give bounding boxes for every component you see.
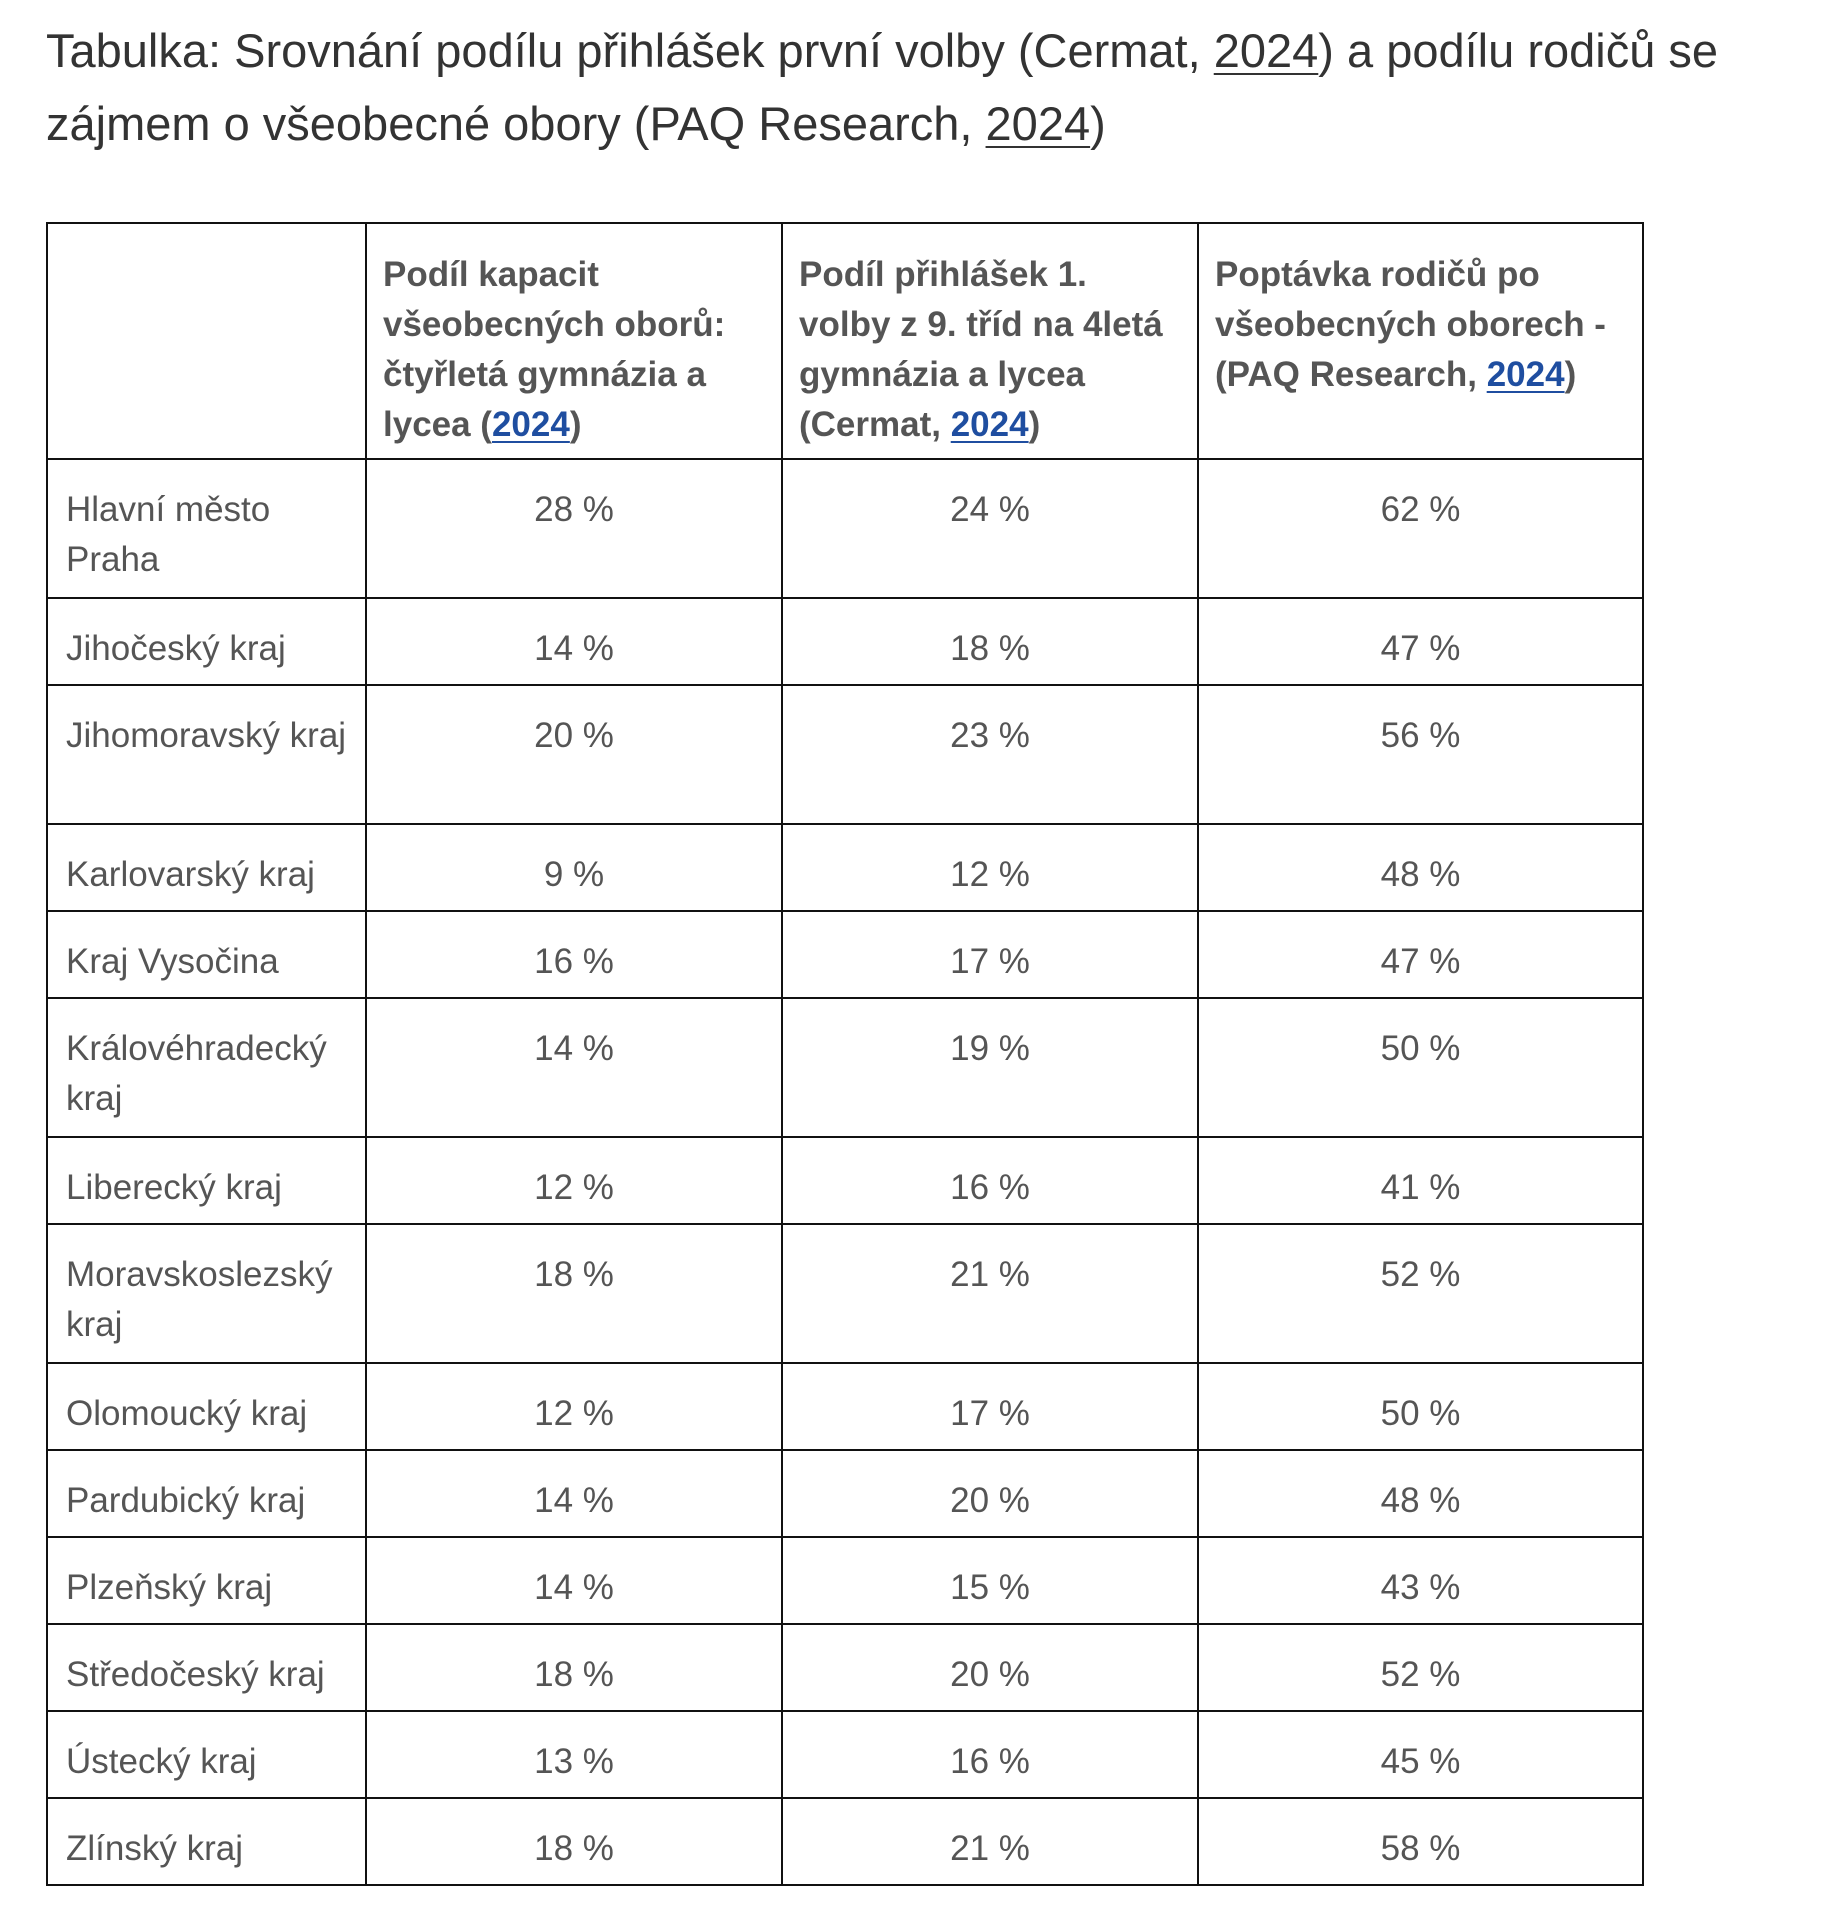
region-cell: Karlovarský kraj bbox=[47, 824, 366, 911]
capacity-cell: 18 % bbox=[366, 1798, 782, 1885]
applications-cell: 21 % bbox=[782, 1798, 1198, 1885]
capacity-cell: 14 % bbox=[366, 1537, 782, 1624]
header-applications-text: Podíl přihlášek 1. volby z 9. tříd na 4letá gymnázia a lycea (Cermat, bbox=[799, 255, 1163, 444]
applications-cell: 16 % bbox=[782, 1137, 1198, 1224]
table-row bbox=[47, 1363, 1643, 1450]
table-row bbox=[47, 1537, 1643, 1624]
caption-link-cermat-2024[interactable]: 2024 bbox=[1213, 24, 1319, 77]
region-cell: Liberecký kraj bbox=[47, 1137, 366, 1224]
region-cell: Kraj Vysočina bbox=[47, 911, 366, 998]
applications-cell: 21 % bbox=[782, 1224, 1198, 1363]
applications-cell: 20 % bbox=[782, 1624, 1198, 1711]
header-capacity bbox=[366, 223, 782, 459]
capacity-cell: 18 % bbox=[366, 1224, 782, 1363]
table-row bbox=[47, 685, 1643, 824]
capacity-cell: 28 % bbox=[366, 459, 782, 598]
applications-cell: 12 % bbox=[782, 824, 1198, 911]
table-row bbox=[47, 1137, 1643, 1224]
region-cell: Pardubický kraj bbox=[47, 1450, 366, 1537]
applications-cell: 19 % bbox=[782, 998, 1198, 1137]
demand-cell: 56 % bbox=[1198, 685, 1643, 824]
capacity-cell: 20 % bbox=[366, 685, 782, 824]
applications-cell: 17 % bbox=[782, 911, 1198, 998]
applications-cell: 23 % bbox=[782, 685, 1198, 824]
table-row bbox=[47, 459, 1643, 598]
capacity-cell: 14 % bbox=[366, 998, 782, 1137]
demand-cell: 47 % bbox=[1198, 911, 1643, 998]
header-applications bbox=[782, 223, 1198, 459]
demand-cell: 52 % bbox=[1198, 1624, 1643, 1711]
capacity-cell: 13 % bbox=[366, 1711, 782, 1798]
applications-cell: 15 % bbox=[782, 1537, 1198, 1624]
demand-cell: 47 % bbox=[1198, 598, 1643, 685]
table-row bbox=[47, 998, 1643, 1137]
capacity-cell: 14 % bbox=[366, 598, 782, 685]
article-content bbox=[46, 14, 1826, 1868]
table-header-row bbox=[47, 223, 1643, 459]
applications-cell: 17 % bbox=[782, 1363, 1198, 1450]
table-row bbox=[47, 1798, 1643, 1885]
capacity-cell: 16 % bbox=[366, 911, 782, 998]
applications-cell: 18 % bbox=[782, 598, 1198, 685]
header-capacity-text-end: ) bbox=[569, 405, 582, 444]
region-cell: Hlavní město Praha bbox=[47, 459, 366, 598]
table-row bbox=[47, 824, 1643, 911]
applications-cell: 24 % bbox=[782, 459, 1198, 598]
demand-cell: 50 % bbox=[1198, 998, 1643, 1137]
demand-cell: 41 % bbox=[1198, 1137, 1643, 1224]
demand-cell: 48 % bbox=[1198, 1450, 1643, 1537]
table-body bbox=[47, 459, 1643, 1885]
region-cell: Jihomoravský kraj bbox=[47, 685, 366, 824]
applications-cell: 20 % bbox=[782, 1450, 1198, 1537]
table-caption bbox=[46, 14, 1826, 160]
capacity-cell: 18 % bbox=[366, 1624, 782, 1711]
region-cell: Jihočeský kraj bbox=[47, 598, 366, 685]
caption-link-paq-2024[interactable]: 2024 bbox=[985, 97, 1091, 150]
table-row bbox=[47, 1624, 1643, 1711]
header-demand-text: Poptávka rodičů po všeobecných oborech - (PAQ Research, bbox=[1215, 255, 1606, 394]
caption-text: Tabulka: Srovnání podílu přihlášek první volby (Cermat, bbox=[46, 24, 1214, 77]
header-demand-text-end: ) bbox=[1564, 355, 1577, 394]
comparison-table bbox=[46, 222, 1644, 1886]
region-cell: Středočeský kraj bbox=[47, 1624, 366, 1711]
header-applications-text-end: ) bbox=[1028, 405, 1041, 444]
demand-cell: 50 % bbox=[1198, 1363, 1643, 1450]
capacity-cell: 12 % bbox=[366, 1363, 782, 1450]
region-cell: Moravskoslezský kraj bbox=[47, 1224, 366, 1363]
table-row bbox=[47, 1224, 1643, 1363]
table-row bbox=[47, 1711, 1643, 1798]
header-capacity-text: Podíl kapacit všeobecných oborů: čtyřletá gymnázia a lycea ( bbox=[383, 255, 726, 444]
capacity-cell: 14 % bbox=[366, 1450, 782, 1537]
demand-cell: 58 % bbox=[1198, 1798, 1643, 1885]
demand-cell: 45 % bbox=[1198, 1711, 1643, 1798]
region-cell: Královéhradecký kraj bbox=[47, 998, 366, 1137]
region-cell: Zlínský kraj bbox=[47, 1798, 366, 1885]
demand-cell: 43 % bbox=[1198, 1537, 1643, 1624]
demand-cell: 48 % bbox=[1198, 824, 1643, 911]
caption-text: ) a podílu rodičů se zájmem o všeobecné obory (PAQ Research, bbox=[46, 24, 1719, 150]
header-demand bbox=[1198, 223, 1643, 459]
region-cell: Olomoucký kraj bbox=[47, 1363, 366, 1450]
table-row bbox=[47, 911, 1643, 998]
capacity-cell: 12 % bbox=[366, 1137, 782, 1224]
table-row bbox=[47, 1450, 1643, 1537]
applications-cell: 16 % bbox=[782, 1711, 1198, 1798]
header-applications-link-2024[interactable]: 2024 bbox=[950, 405, 1029, 444]
caption-text: ) bbox=[1090, 97, 1106, 150]
demand-cell: 62 % bbox=[1198, 459, 1643, 598]
region-cell: Plzeňský kraj bbox=[47, 1537, 366, 1624]
demand-cell: 52 % bbox=[1198, 1224, 1643, 1363]
header-capacity-link-2024[interactable]: 2024 bbox=[491, 405, 570, 444]
capacity-cell: 9 % bbox=[366, 824, 782, 911]
table-row bbox=[47, 598, 1643, 685]
header-region bbox=[47, 223, 366, 459]
region-cell: Ústecký kraj bbox=[47, 1711, 366, 1798]
header-demand-link-2024[interactable]: 2024 bbox=[1486, 355, 1565, 394]
